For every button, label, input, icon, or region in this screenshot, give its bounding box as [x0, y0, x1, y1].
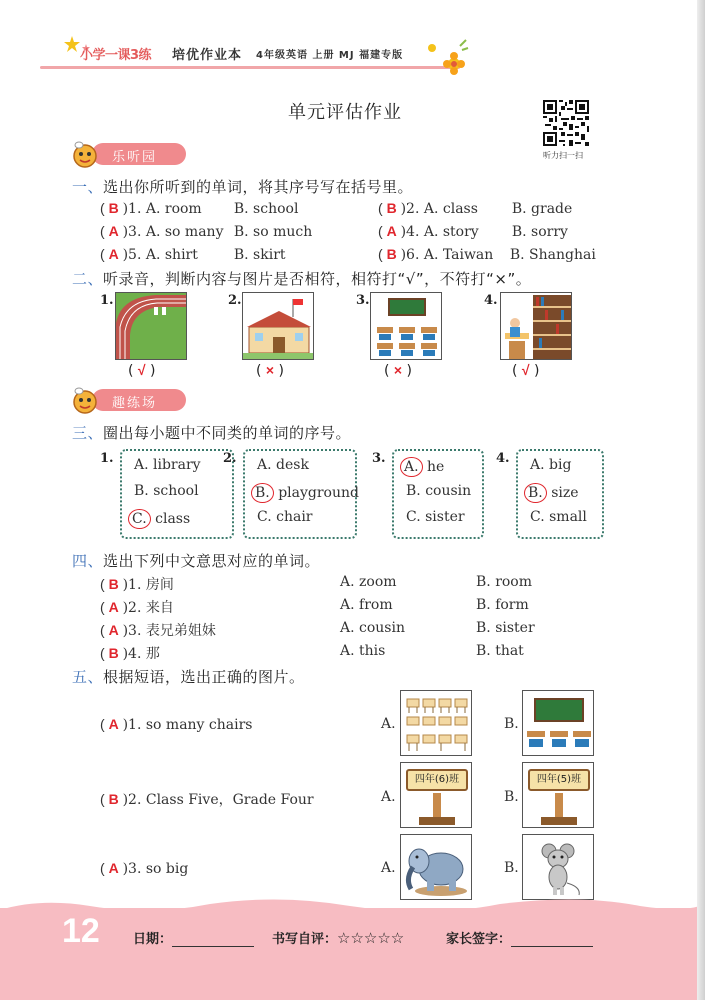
chairs-picture[interactable]: [400, 690, 472, 756]
word-option[interactable]: B. cousin: [406, 483, 472, 499]
answer-mark: ( √ ): [512, 362, 540, 379]
question-1-item: [378, 200, 572, 217]
option-label: A.: [381, 860, 396, 876]
answer-letter: B: [386, 200, 397, 216]
item-number: )1.: [122, 201, 142, 217]
item-number: )2.: [122, 600, 142, 616]
word-option[interactable]: B. school: [134, 483, 199, 499]
bee-mascot-icon: [70, 386, 100, 416]
book-title: 培优作业本: [172, 48, 243, 63]
option-b: B. form: [476, 597, 529, 613]
parent-signature-field[interactable]: 家长签字：: [446, 928, 593, 947]
answer-letter: A: [108, 223, 119, 239]
question-5-item-2: ( B )2. Class Five，Grade Four: [100, 791, 314, 808]
page-number: 12: [62, 912, 100, 950]
mouse-picture[interactable]: [522, 834, 594, 900]
open-paren: (: [100, 622, 109, 638]
picture-number: 3.: [356, 293, 370, 308]
brand-name: 小学一课3练: [80, 48, 152, 63]
word-option[interactable]: A. library: [134, 457, 201, 473]
item-number: )4.: [400, 224, 420, 240]
option-b: B. sorry: [511, 224, 568, 240]
page-edge-shadow: [697, 0, 705, 1000]
question-5-item-1: ( A )1. so many chairs: [100, 716, 253, 733]
question-1-item: [100, 246, 286, 263]
option-label: B.: [504, 860, 519, 876]
picture-number: 4.: [484, 293, 498, 308]
option-b: B. skirt: [233, 247, 286, 263]
sign-text: 四年(5)班: [528, 769, 590, 791]
chinese-meaning: 那: [145, 646, 160, 662]
word-group-box: [120, 449, 234, 539]
group-number: 3.: [372, 451, 386, 466]
option-b: B. so much: [233, 224, 313, 240]
option-b: B. grade: [511, 201, 573, 217]
page-title: 单元评估作业: [288, 102, 402, 123]
option-label: A.: [381, 716, 396, 732]
answer-letter: B: [108, 200, 119, 216]
option-a: A. this: [340, 643, 386, 659]
word-group-box: [392, 449, 484, 539]
item-number: )2.: [400, 201, 420, 217]
section-banner-practice: [70, 386, 188, 412]
group-number: 1.: [100, 451, 114, 466]
answer-mark: ( × ): [384, 362, 413, 379]
option-a: A. zoom: [340, 574, 397, 590]
circled-letter: B.: [251, 483, 274, 503]
word-option[interactable]: A. desk: [257, 457, 309, 473]
qr-caption: 听力扫一扫: [543, 151, 583, 160]
section-title: 乐听园: [112, 150, 158, 165]
question-1-heading: 一、选出你所听到的单词，将其序号写在括号里。: [72, 178, 414, 196]
answer-letter: B: [108, 576, 119, 592]
circled-letter: B.: [524, 483, 547, 503]
item-number: )3.: [122, 623, 142, 639]
chinese-meaning: 来自: [145, 600, 174, 616]
answer-letter: A: [108, 622, 119, 638]
question-5-item-3: ( A )3. so big: [100, 860, 189, 877]
elephant-picture[interactable]: [400, 834, 472, 900]
answer-letter: B: [386, 246, 397, 262]
option-a: A. so many: [145, 224, 224, 240]
word-option[interactable]: B. size: [524, 483, 579, 503]
open-paren: (: [378, 223, 387, 239]
option-label: B.: [504, 789, 519, 805]
school-building-picture: [242, 292, 314, 360]
chinese-meaning: 表兄弟姐妹: [145, 623, 216, 639]
open-paren: (: [100, 576, 109, 592]
question-4-item: [100, 643, 160, 663]
picture-number: 2.: [228, 293, 242, 308]
option-a: A. story: [423, 224, 479, 240]
date-field[interactable]: 日期：: [133, 928, 254, 947]
word-option[interactable]: B. playground: [251, 483, 359, 503]
open-paren: (: [100, 223, 109, 239]
bee-mascot-icon: [70, 140, 100, 170]
option-a: A. shirt: [145, 247, 198, 263]
qr-code[interactable]: [543, 100, 589, 146]
question-1-item: [100, 223, 312, 240]
word-option[interactable]: A. he: [400, 457, 444, 477]
word-group-box: [243, 449, 357, 539]
option-a: A. Taiwan: [423, 247, 494, 263]
question-4-item: [100, 574, 174, 594]
page-footer: [0, 908, 700, 1000]
answer-letter: A: [108, 246, 119, 262]
section-title: 趣练场: [112, 396, 158, 411]
classroom-picture: [370, 292, 442, 360]
open-paren: (: [100, 645, 109, 661]
open-paren: (: [100, 200, 109, 216]
running-track-picture: [115, 292, 187, 360]
open-paren: (: [378, 246, 387, 262]
option-a: A. from: [340, 597, 393, 613]
chinese-meaning: 房间: [145, 577, 174, 593]
group-number: 2.: [223, 451, 237, 466]
question-5-heading: 五、根据短语，选出正确的图片。: [72, 668, 305, 686]
rating-stars: ☆☆☆☆☆: [337, 929, 405, 947]
question-3-heading: 三、圈出每小题中不同类的单词的序号。: [72, 424, 352, 442]
word-option[interactable]: C. small: [530, 509, 587, 525]
word-option[interactable]: A. big: [530, 457, 572, 473]
option-a: A. room: [145, 201, 202, 217]
writing-self-rating[interactable]: 书写自评：☆☆☆☆☆: [272, 929, 405, 947]
option-b: B. school: [233, 201, 299, 217]
flower-icon: [420, 38, 470, 76]
question-4-heading: 四、选出下列中文意思对应的单词。: [72, 552, 321, 570]
open-paren: (: [378, 200, 387, 216]
answer-mark: ( √ ): [128, 362, 156, 379]
option-b: B. Shanghai: [509, 247, 596, 263]
book-subtitle: 4年级英语 上册 MJ 福建专版: [256, 50, 404, 61]
answer-letter: A: [108, 599, 119, 615]
answer-letter: B: [108, 645, 119, 661]
class-sign-picture-b[interactable]: [522, 762, 594, 828]
item-number: )3.: [122, 224, 142, 240]
question-4-item: [100, 597, 174, 617]
circled-letter: A.: [400, 457, 423, 477]
question-1-item: [378, 223, 568, 240]
option-b: B. that: [476, 643, 524, 659]
picture-number: 1.: [100, 293, 114, 308]
library-picture: [500, 292, 572, 360]
sign-text: 四年(6)班: [406, 769, 468, 791]
option-b: B. sister: [476, 620, 535, 636]
word-group-box: [516, 449, 604, 539]
question-2-heading: 二、听录音，判断内容与图片是否相符，相符打“√”，不符打“×”。: [72, 270, 532, 288]
blackboard-classroom-picture[interactable]: [522, 690, 594, 756]
class-sign-picture-a[interactable]: [400, 762, 472, 828]
item-number: )6.: [400, 247, 420, 263]
question-4-item: [100, 620, 216, 640]
answer-mark: ( × ): [256, 362, 285, 379]
question-1-item: [378, 246, 596, 263]
word-option[interactable]: C. class: [128, 509, 190, 529]
word-option[interactable]: C. sister: [406, 509, 465, 525]
section-banner-listen: [70, 140, 188, 166]
option-label: B.: [504, 716, 519, 732]
answer-letter: A: [386, 223, 397, 239]
option-a: A. cousin: [340, 620, 405, 636]
group-number: 4.: [496, 451, 510, 466]
option-label: A.: [381, 789, 396, 805]
item-number: )1.: [122, 577, 142, 593]
item-number: )5.: [122, 247, 142, 263]
circled-letter: C.: [128, 509, 151, 529]
header-divider: [40, 66, 460, 69]
item-number: )4.: [122, 646, 142, 662]
question-1-item: [100, 200, 298, 217]
word-option[interactable]: C. chair: [257, 509, 313, 525]
option-a: A. class: [423, 201, 478, 217]
open-paren: (: [100, 246, 109, 262]
open-paren: (: [100, 599, 109, 615]
option-b: B. room: [476, 574, 533, 590]
